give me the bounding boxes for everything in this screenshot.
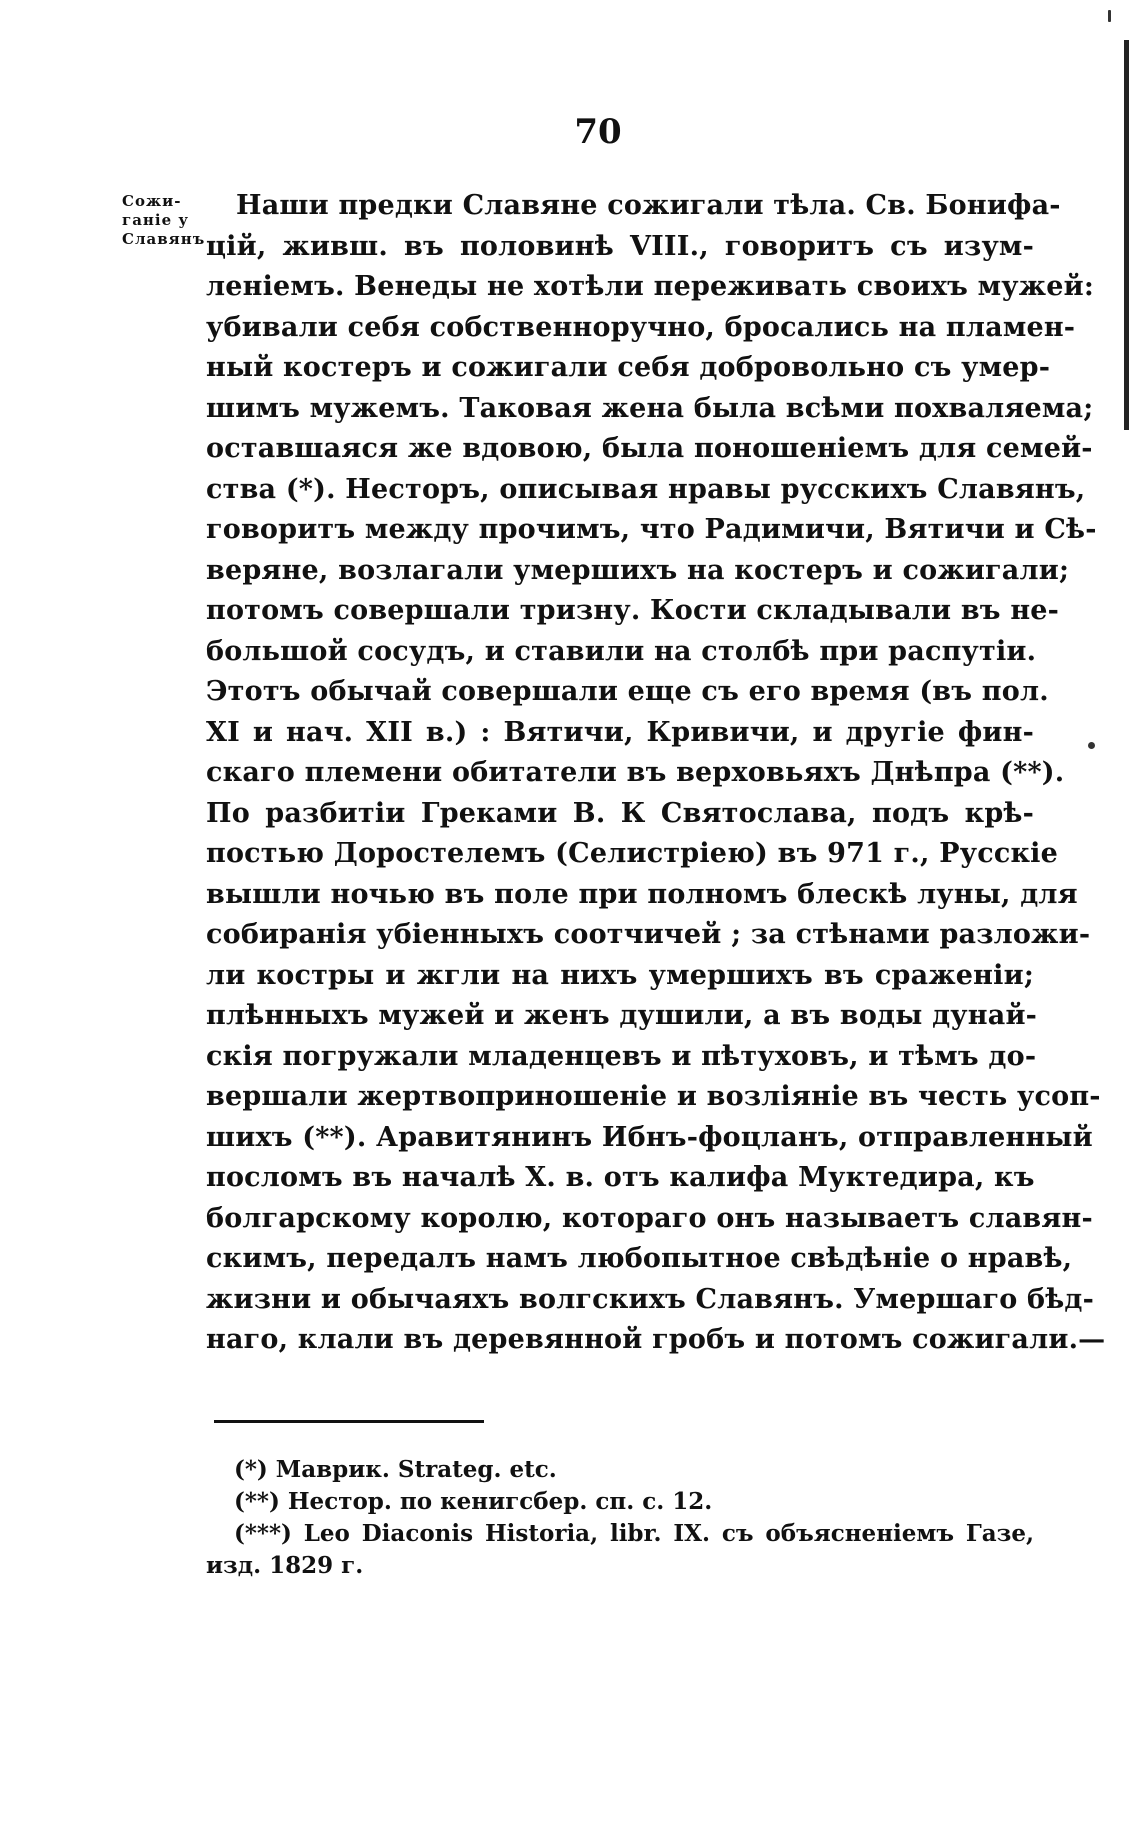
text-line: скія погружали младенцевъ и пѣтуховъ, и тѣмъ до- bbox=[206, 1040, 1037, 1072]
page-number: 70 bbox=[574, 112, 622, 152]
text-line: потомъ совершали тризну. Кости складывали въ не- bbox=[206, 595, 1060, 626]
text-line: собиранія убіенныхъ соотчичей ; за стѣнами разложи- bbox=[206, 919, 1091, 950]
footnote-2: (**) Нестор. по кенигсбер. сп. с. 12. bbox=[234, 1488, 713, 1515]
text-line: оставшаяся же вдовою, была поношеніемъ для семей- bbox=[206, 433, 1093, 464]
text-line: говоритъ между прочимъ, что Радимичи, Вятичи и Сѣ- bbox=[206, 514, 1097, 545]
text-line: вышли ночью въ поле при полномъ блескѣ луны, для bbox=[206, 878, 1078, 910]
text-line: ства (*). Несторъ, описывая нравы русскихъ Славянъ, bbox=[206, 473, 1086, 505]
text-line: По разбитіи Греками В. К Святослава, подъ крѣ- bbox=[206, 797, 1034, 829]
text-line: скимъ, передалъ намъ любопытное свѣдѣніе о нравѣ, bbox=[206, 1243, 1073, 1274]
footnote-3: (***) Leo Diaconis Historia, libr. IX. съ объясненіемъ Газе, bbox=[234, 1520, 1034, 1547]
text-line: большой сосудъ, и ставили на столбѣ при распутіи. bbox=[206, 635, 1037, 667]
footnotes bbox=[206, 1454, 1034, 1582]
text-line: веряне, возлагали умершихъ на костеръ и сожигали; bbox=[206, 554, 1070, 586]
footnote-rule bbox=[214, 1420, 484, 1423]
text-line: болгарскому королю, котораго онъ называетъ славян- bbox=[206, 1202, 1093, 1234]
scan-speck bbox=[1108, 10, 1111, 22]
scan-edge-shadow bbox=[1124, 40, 1129, 430]
footnote-3-continuation: изд. 1829 г. bbox=[206, 1552, 364, 1579]
text-line: ный костеръ и сожигали себя добровольно съ умер- bbox=[206, 352, 1051, 383]
text-line: XI и нач. XII в.) : Вятичи, Кривичи, и другіе фин- bbox=[206, 716, 1034, 748]
text-line: Наши предки Славяне сожигали тѣла. Св. Бонифа- bbox=[236, 190, 1061, 221]
text-line: скаго племени обитатели въ верховьяхъ Днѣпра (**). bbox=[206, 757, 1065, 788]
margin-note-line: ганіе у bbox=[122, 211, 189, 229]
text-line: шихъ (**). Аравитянинъ Ибнъ-фоцланъ, отправленный bbox=[206, 1121, 1093, 1153]
text-line: леніемъ. Венеды не хотѣли переживать своихъ мужей: bbox=[206, 271, 1095, 302]
text-line: наго, клали въ деревянной гробъ и потомъ сожигали.— bbox=[206, 1324, 1106, 1355]
margin-note-line: Сожи- bbox=[122, 192, 182, 210]
text-line: вершали жертвоприношеніе и возліяніе въ честь усоп- bbox=[206, 1081, 1101, 1112]
text-line: постью Доростелемъ (Селистріею) въ 971 г., Русскіе bbox=[206, 838, 1059, 869]
text-line: убивали себя собственноручно, бросались на пламен- bbox=[206, 311, 1076, 343]
body-text bbox=[206, 186, 1106, 1361]
text-line: Этотъ обычай совершали еще съ его время (въ пол. bbox=[206, 676, 1049, 707]
text-line: цій, живш. въ половинѣ VIII., говоритъ съ изум- bbox=[206, 230, 1034, 262]
text-line: плѣнныхъ мужей и женъ душили, а въ воды дунай- bbox=[206, 1000, 1038, 1031]
text-line: ли костры и жгли на нихъ умершихъ въ сраженіи; bbox=[206, 959, 1034, 991]
text-line: посломъ въ началѣ X. в. отъ калифа Муктедира, къ bbox=[206, 1162, 1035, 1193]
footnote-1: (*) Маврик. Strateg. etc. bbox=[234, 1456, 557, 1483]
text-line: шимъ мужемъ. Таковая жена была всѣми похваляема; bbox=[206, 392, 1094, 424]
margin-note-line: Славянъ bbox=[122, 230, 206, 248]
text-line: жизни и обычаяхъ волгскихъ Славянъ. Умершаго бѣд- bbox=[206, 1283, 1095, 1315]
scan-speck bbox=[1088, 742, 1095, 749]
